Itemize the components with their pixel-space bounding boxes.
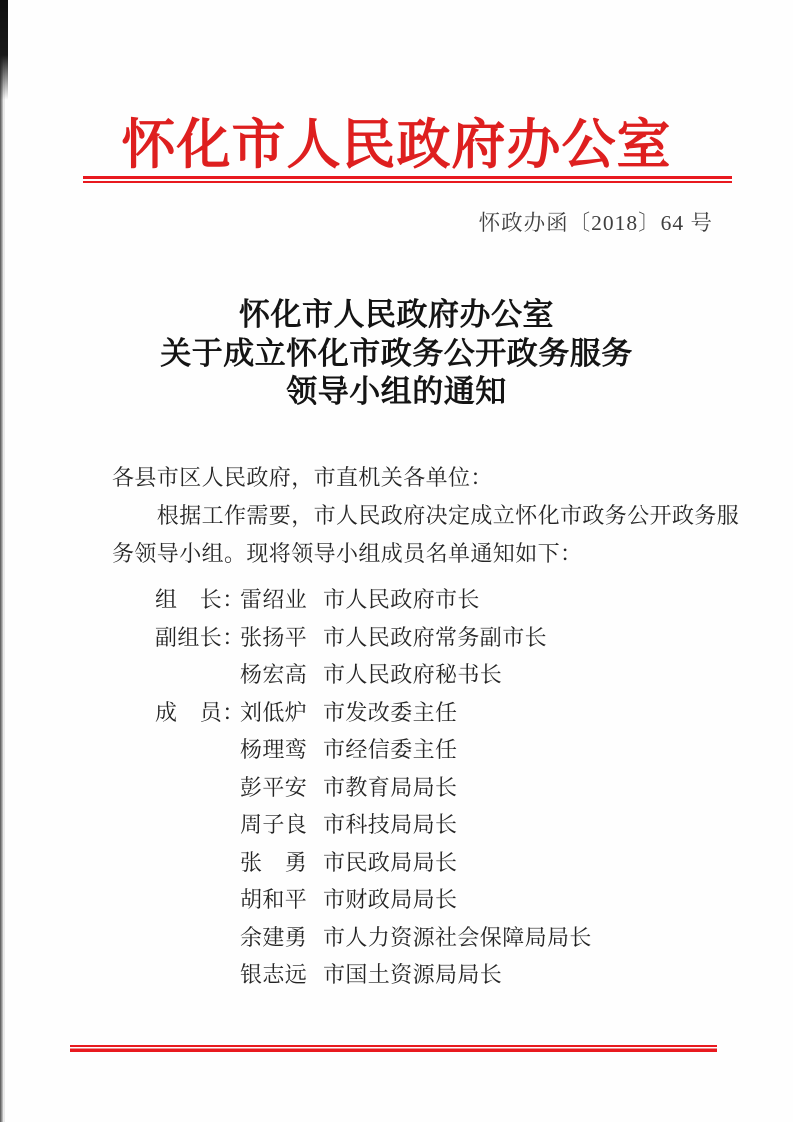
- member-position: 市经信委主任: [323, 737, 458, 762]
- roster-row: [155, 956, 592, 994]
- member-name: 张扬平: [240, 624, 308, 650]
- member-name: 张 勇: [240, 849, 308, 875]
- member-position: 市民政局局长: [323, 849, 458, 875]
- roster-row: [155, 919, 592, 957]
- roster-row: [155, 619, 592, 657]
- roster-row: [155, 881, 592, 919]
- paragraph-line: 根据工作需要，市人民政府决定成立怀化市政务公开政务服: [112, 503, 740, 528]
- member-name: 雷绍业: [240, 587, 308, 612]
- member-name: 彭平安: [240, 774, 308, 800]
- document-title-line-2: 关于成立怀化市政务公开政务服务: [160, 335, 633, 371]
- roster-row: [155, 769, 592, 807]
- document-reference-number: 怀政办函〔2018〕64 号: [478, 211, 713, 235]
- member-position: 市人民政府市长: [323, 587, 480, 612]
- member-position: 市人力资源社会保障局局长: [323, 924, 592, 950]
- leading-group-roster: [155, 581, 592, 994]
- member-position: 市财政局局长: [323, 887, 458, 912]
- roster-row: [155, 806, 592, 844]
- roster-role-label: 成 员：: [155, 699, 245, 725]
- paragraph-line: 务领导小组。现将领导小组成员名单通知如下：: [112, 541, 583, 566]
- roster-role-label: 副组长：: [155, 624, 245, 650]
- document-body: [112, 459, 739, 573]
- document-title: [0, 296, 793, 412]
- salutation-line: 各县市区人民政府，市直机关各单位：: [112, 465, 493, 490]
- member-name: 胡和平: [240, 887, 308, 912]
- letterhead-red-rule: [83, 176, 732, 183]
- document-title-line-3: 领导小组的通知: [286, 374, 507, 409]
- roster-row: [155, 731, 592, 769]
- member-name: 余建勇: [240, 924, 308, 950]
- member-name: 杨宏高: [240, 662, 308, 687]
- member-position: 市教育局局长: [323, 774, 458, 800]
- letterhead-office-name: 怀化市人民政府办公室: [121, 115, 672, 175]
- roster-role-label: 组 长：: [155, 587, 245, 612]
- roster-row: [155, 844, 592, 882]
- member-name: 刘低炉: [240, 699, 308, 725]
- member-position: 市国土资源局局长: [323, 962, 503, 987]
- roster-row: [155, 694, 592, 732]
- footer-red-rule: [70, 1045, 717, 1052]
- document-title-line-1: 怀化市人民政府办公室: [239, 297, 554, 332]
- roster-row: [155, 581, 592, 619]
- member-position: 市发改委主任: [323, 699, 458, 725]
- roster-row: [155, 656, 592, 694]
- member-position: 市科技局局长: [323, 812, 458, 837]
- member-name: 周子良: [240, 812, 308, 837]
- scan-edge-artifact-top-left: [0, 0, 8, 100]
- body-paragraph: [112, 497, 739, 573]
- member-position: 市人民政府秘书长: [323, 662, 503, 687]
- member-name: 银志远: [240, 962, 308, 987]
- member-position: 市人民政府常务副市长: [323, 624, 548, 650]
- member-name: 杨理鸾: [240, 737, 308, 762]
